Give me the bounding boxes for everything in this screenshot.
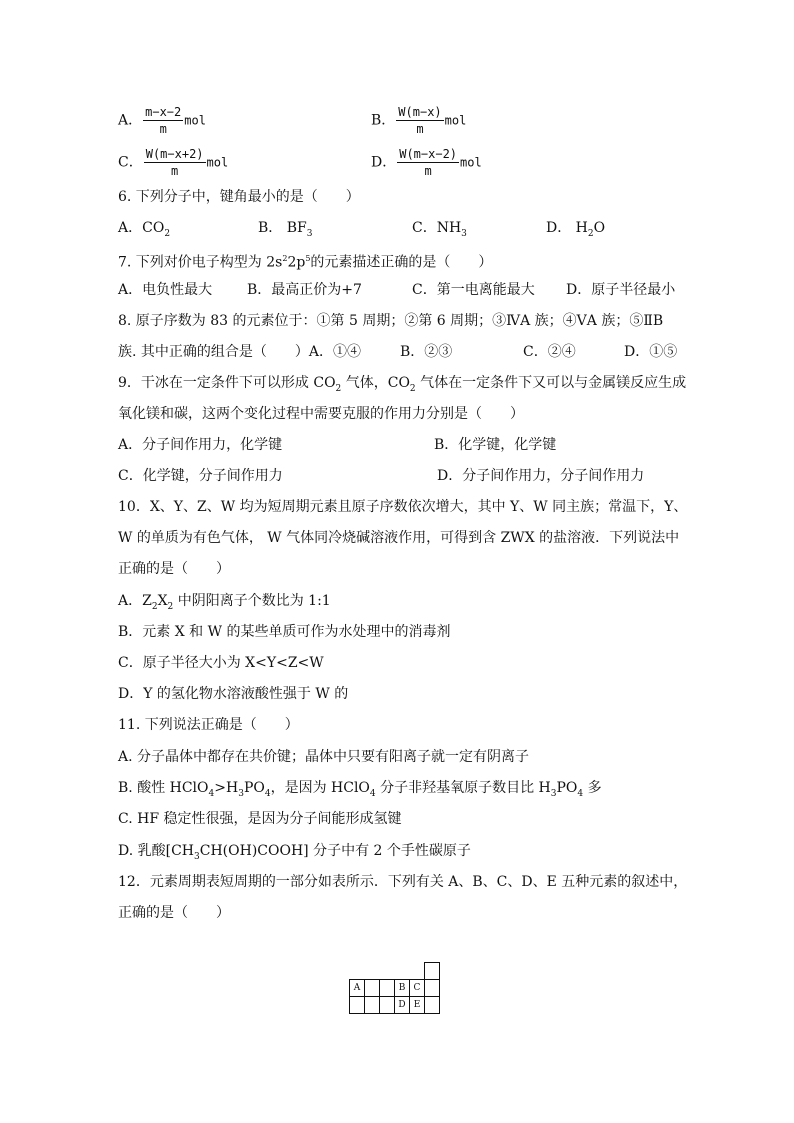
periodic-table-fragment (349, 962, 440, 1014)
q6-stem: 6. 下列分子中，键角最小的是（ ） (118, 189, 360, 205)
table-cell-a: A (350, 980, 365, 997)
q5-a-unit: mol (184, 113, 206, 128)
q6-d-text: D． H (546, 220, 588, 236)
table-cell-empty (365, 997, 380, 1014)
q7-option-c[interactable]: C．第一电离能最大 (412, 282, 535, 298)
q8-line1: 8. 原子序数为 83 的元素位于：①第 5 周期；②第 6 周期；③ⅣA 族；④ⅤA 族；⑤ⅡB (118, 313, 664, 329)
q11-option-b[interactable] (118, 778, 602, 804)
q9-line1-post: 气体在一定条件下又可以与金属镁反应生成 (415, 375, 687, 391)
q5-a-fraction (143, 104, 183, 137)
q10-a-pre: A．Z (118, 593, 152, 609)
q9-option-b[interactable]: B．化学键，化学键 (434, 437, 557, 453)
table-cell-c: C (410, 980, 425, 997)
q6-c-text: C．NH (412, 220, 462, 236)
q10-line2: W 的单质为有色气体， W 气体同冷烧碱溶液作用，可得到含 ZWX 的盐溶液．下列说法中 (118, 530, 680, 546)
q10-option-a[interactable] (118, 591, 331, 617)
q9-option-c[interactable]: C．化学键，分子间作用力 (118, 468, 283, 484)
q6-a-text: A．CO (118, 220, 165, 236)
q7-stem-pre: 7. 下列对价电子构型为 2s (118, 254, 283, 271)
table-cell-empty (365, 980, 380, 997)
table-cell-b: B (395, 980, 410, 997)
q10-option-b[interactable]: B．元素 X 和 W 的某些单质可作为水处理中的消毒剂 (118, 624, 451, 640)
q5-option-d[interactable] (371, 146, 482, 179)
table-cell-empty (350, 997, 365, 1014)
q5-b-numerator: W(m−x) (398, 105, 442, 119)
q12-line2: 正确的是（ ） (118, 905, 230, 921)
q10-option-d[interactable]: D．Y 的氢化物水溶液酸性强于 W 的 (118, 686, 349, 702)
q11-option-c[interactable]: C. HF 稳定性很强，是因为分子间能形成氢键 (118, 811, 402, 827)
q11-b-m5: PO (556, 780, 578, 796)
q5-option-c[interactable] (118, 146, 228, 179)
q9-sub1: 2 (335, 383, 342, 394)
q8-option-c[interactable]: C．②④ (523, 344, 576, 360)
q11-b-s2: 3 (238, 788, 244, 799)
q5-d-unit: mol (460, 155, 482, 170)
q11-d-pre: D. 乳酸[CH (118, 843, 195, 859)
q11-option-a[interactable]: A. 分子晶体中都存在共价键；晶体中只要有阳离子就一定有阴离子 (118, 749, 530, 765)
q5-c-label: C． (118, 154, 143, 171)
q7-stem-mid: 2p (287, 254, 306, 271)
q10-line3: 正确的是（ ） (118, 561, 230, 577)
q9-sub2: 2 (409, 383, 416, 394)
q10-a-post: 中阴阳离子个数比为 1:1 (173, 593, 331, 609)
q11-stem: 11. 下列说法正确是（ ） (118, 717, 299, 733)
q5-d-numerator: W(m−x−2) (399, 147, 458, 161)
q6-option-a[interactable] (118, 218, 170, 244)
q11-b-m2: PO (243, 780, 265, 796)
q7-stem (118, 249, 492, 273)
q11-d-s1: 3 (194, 851, 200, 862)
q11-b-m4: 分子非羟基氧原子数目比 H (375, 780, 551, 796)
q11-b-m1: >H (214, 780, 239, 796)
q11-d-post: CH(OH)COOH] 分子中有 2 个手性碳原子 (199, 843, 471, 859)
q5-b-label: B． (371, 112, 396, 129)
q5-c-fraction (144, 146, 206, 179)
q9-line1 (118, 373, 686, 399)
table-cell-empty (425, 980, 440, 997)
q10-line1: 10．X、Y、Z、W 均为短周期元素且原子序数依次增大，其中 Y、W 同主族；常温下，Y、 (118, 499, 688, 515)
q7-option-d[interactable]: D．原子半径最小 (566, 282, 676, 298)
q7-stem-post: 的元素描述正确的是（ ） (310, 254, 493, 271)
q12-line1: 12．元素周期表短周期的一部分如表所示．下列有关 A、B、C、D、E 五种元素的叙述中， (118, 874, 688, 890)
q5-d-denominator: m (424, 164, 432, 178)
q6-option-c[interactable] (412, 218, 467, 244)
q11-b-post: 多 (583, 780, 602, 796)
table-cell-empty (380, 997, 395, 1014)
q5-c-numerator: W(m−x+2) (145, 147, 204, 161)
table-cell-d: D (395, 997, 410, 1014)
table-cell-empty (425, 963, 440, 980)
q11-b-pre: B. 酸性 HClO (118, 780, 209, 796)
q5-b-fraction (396, 104, 443, 137)
q6-option-b[interactable] (258, 218, 312, 244)
q9-option-d[interactable]: D．分子间作用力，分子间作用力 (437, 468, 645, 484)
q9-line1-mid: 气体，CO (341, 375, 410, 391)
q10-a-sub1: 2 (151, 601, 158, 612)
q6-b-sub: 3 (306, 228, 313, 239)
q10-option-c[interactable]: C．原子半径大小为 X<Y<Z<W (118, 655, 324, 671)
table-cell-empty (425, 997, 440, 1014)
q5-b-denominator: m (416, 122, 424, 136)
q9-line2: 氧化镁和碳，这两个变化过程中需要克服的作用力分别是（ ） (118, 406, 524, 422)
q5-c-denominator: m (171, 164, 179, 178)
q5-a-numerator: m−x−2 (145, 105, 182, 119)
q5-option-b[interactable] (371, 104, 466, 137)
q5-d-fraction (397, 146, 459, 179)
q8-option-b[interactable]: B．②③ (400, 344, 453, 360)
q5-c-unit: mol (206, 155, 229, 170)
q11-option-d[interactable] (118, 841, 471, 867)
q11-b-s1: 4 (208, 788, 215, 799)
q7-option-b[interactable]: B．最高正价为+7 (247, 282, 362, 298)
q8-line2: 族. 其中正确的组合是（ ）A．①④ (118, 344, 362, 360)
table-cell-e: E (410, 997, 425, 1014)
q5-d-label: D． (371, 154, 397, 171)
q5-b-unit: mol (444, 113, 467, 128)
q9-line1-pre: 9．干冰在一定条件下可以形成 CO (118, 375, 336, 391)
q9-option-a[interactable]: A．分子间作用力，化学键 (118, 437, 283, 453)
q6-a-sub: 2 (164, 228, 171, 239)
q6-c-sub: 3 (461, 228, 467, 239)
q11-b-s6: 4 (577, 788, 584, 799)
q11-b-s4: 4 (369, 788, 376, 799)
q7-option-a[interactable]: A．电负性最大 (118, 282, 213, 298)
q10-a-mid: X (157, 593, 168, 609)
q11-b-s3: 4 (264, 788, 271, 799)
q7-sup2: 5 (305, 254, 311, 263)
q11-b-m3: ，是因为 HClO (270, 780, 370, 796)
q5-a-denominator: m (159, 122, 167, 136)
q6-d-tail: O (593, 220, 606, 236)
q6-option-d[interactable] (546, 218, 605, 244)
q5-a-label: A． (118, 112, 143, 129)
q10-a-sub2: 2 (167, 601, 174, 612)
q11-b-s5: 3 (550, 788, 557, 799)
q6-b-text: B． BF (258, 220, 307, 236)
q8-option-d[interactable]: D．①⑤ (624, 344, 678, 360)
q7-sup1: 2 (282, 254, 288, 263)
q6-d-sub: 2 (587, 228, 594, 239)
q5-option-a[interactable] (118, 104, 206, 137)
table-cell-empty (380, 980, 395, 997)
